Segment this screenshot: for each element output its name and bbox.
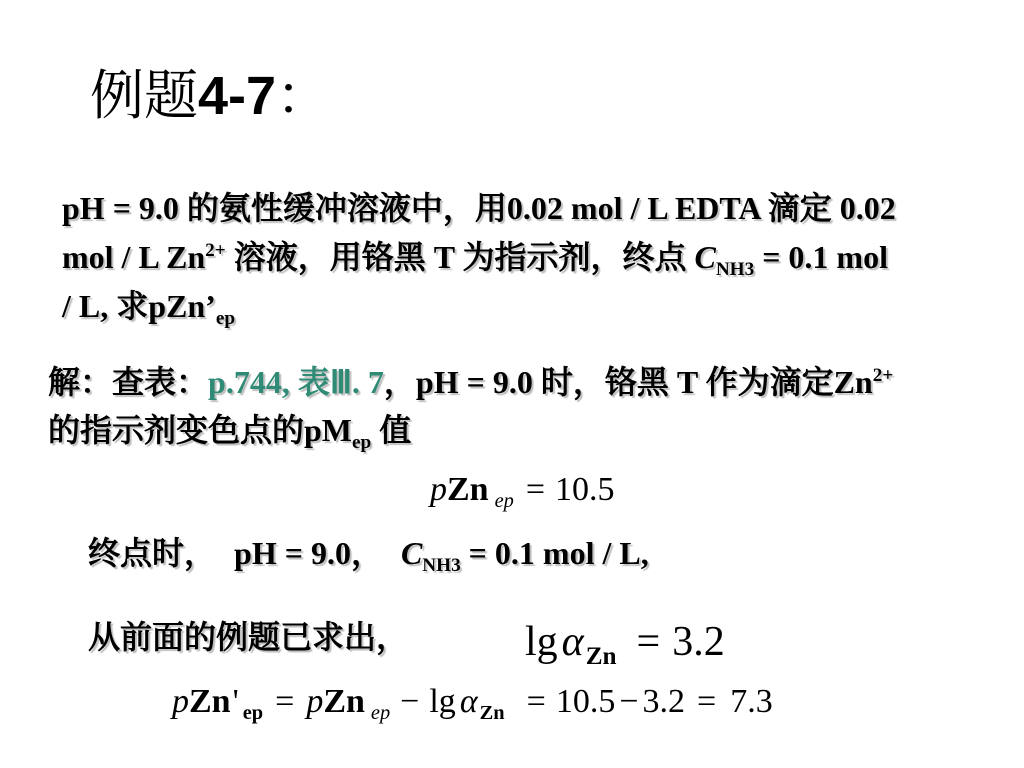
endpoint-conditions: [88, 529, 649, 583]
formula-subscript-ep: ep: [242, 702, 264, 725]
formula-equals: =: [697, 683, 717, 720]
concentration-symbol: C: [694, 239, 716, 275]
formula-minus: −: [619, 683, 639, 720]
formula-subscript-ep: ep: [370, 702, 391, 725]
previous-result-text: 从前面的例题已求出，: [88, 619, 409, 655]
slide-title: [90, 66, 330, 126]
zinc-charge-superscript: 2+: [872, 364, 894, 386]
formula-prime: ': [232, 683, 239, 720]
formula-equals: =: [275, 683, 295, 720]
concentration-subscript: NH3: [422, 554, 461, 576]
formula-p: p: [172, 683, 189, 720]
problem-line-3: [62, 282, 896, 331]
zinc-charge-superscript: 2+: [205, 239, 226, 261]
formula-equals: =: [525, 471, 546, 508]
endpoint-subscript: ep: [352, 431, 372, 453]
endpoint-label: 终点时，: [88, 535, 217, 571]
formula-alpha: α: [459, 683, 478, 720]
formula-lg: lg: [525, 619, 558, 665]
formula-value: 3.2: [672, 619, 725, 665]
title-number: 4-7: [198, 66, 277, 126]
formula-result-value: 7.3: [730, 683, 773, 720]
formula-equals: =: [636, 619, 661, 665]
solution-label: 解：查表：: [48, 364, 209, 400]
solution-text: [48, 358, 893, 454]
solution-line-1: [48, 358, 893, 406]
formula-p: p: [306, 683, 324, 720]
formula-value: 10.5: [555, 683, 616, 720]
formula-value: 10.5: [555, 471, 615, 508]
solution-line-2-text-a: 的指示剂变色点的pM: [48, 412, 353, 448]
formula-zn: Zn: [447, 471, 489, 508]
solution-line-2: [48, 406, 893, 454]
formula-alpha: α: [561, 619, 584, 665]
endpoint-concentration: = 0.1 mol / L,: [460, 535, 649, 571]
problem-line-2: [62, 233, 896, 282]
solution-line-2-text-b: 值: [371, 412, 412, 448]
concentration-subscript: NH3: [715, 258, 755, 280]
formula-subscript-zn: Zn: [585, 642, 617, 670]
formula-subscript-zn: Zn: [479, 702, 505, 725]
formula-subscript-ep: ep: [494, 490, 514, 513]
table-reference: p.744, 表Ⅲ. 7: [208, 364, 384, 400]
formula-lg-alpha: [525, 614, 725, 676]
title-colon: ：: [276, 66, 331, 126]
concentration-symbol: C: [400, 535, 423, 571]
solution-line-1-text: ，pH = 9.0 时，铬黑 T 作为滴定Zn: [383, 364, 873, 400]
problem-line-2-text-b: 溶液，用铬黑 T 为指示剂，终点: [225, 239, 695, 275]
endpoint-subscript: ep: [215, 307, 236, 329]
formula-pzn-ep: [430, 470, 615, 514]
endpoint-ph: pH = 9.0，: [234, 535, 383, 571]
problem-statement: [62, 184, 896, 331]
formula-equals: =: [526, 683, 546, 720]
formula-p: p: [430, 471, 447, 508]
formula-zn: Zn: [323, 683, 365, 720]
problem-line-1: pH = 9.0 的氨性缓冲溶液中，用0.02 mol / L EDTA 滴定 0.02: [62, 190, 896, 226]
formula-minus: −: [400, 683, 420, 720]
problem-line-2-text-a: mol / L Zn: [62, 239, 206, 275]
formula-lg: lg: [429, 683, 456, 720]
formula-result: [172, 680, 773, 728]
formula-zn: Zn: [189, 683, 231, 720]
formula-value: 3.2: [642, 683, 685, 720]
title-prefix: 例题: [90, 66, 198, 126]
problem-line-3-text: / L, 求pZn’: [62, 288, 216, 324]
problem-line-2-text-c: = 0.1 mol: [754, 239, 888, 275]
